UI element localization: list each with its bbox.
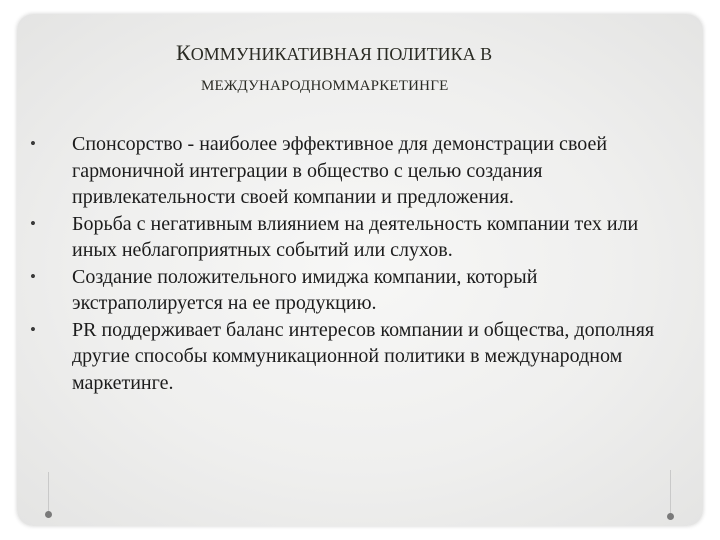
bullet-icon: • [30,266,36,286]
title-line1-rest: ОММУНИКАТИВНАЯ ПОЛИТИКА В [190,44,493,64]
bullet-item [28,264,688,317]
bullet-item [28,317,688,397]
bullet-icon: • [30,319,36,339]
left-decor-dot [45,511,52,518]
left-decor-line [48,472,49,512]
right-decor-line [670,470,671,514]
title-initial-cap: К [176,40,191,65]
slide-title-line2: МЕЖДУНАРОДНОММАРКЕТИНГЕ [201,78,449,94]
slide-title-line1 [176,40,492,66]
bullet-list [28,131,688,396]
bullet-text: PR поддерживает баланс интересов компании и общества, дополняя другие способы коммуникационной политики в международном маркетинге. [72,318,655,394]
bullet-item [28,131,688,211]
bullet-icon: • [30,213,36,233]
bullet-text: Создание положительного имиджа компании, который экстраполируется на ее продукцию. [72,265,538,314]
bullet-icon: • [30,134,36,153]
bullet-text: Борьба с негативным влиянием на деятельность компании тех или иных неблагоприятных событий или слухов. [72,212,639,261]
right-decor-dot [667,513,674,520]
bullet-text: Спонсорство - наиболее эффективное для демонстрации своей гармоничной интеграции в общество с целью создания привлекательности своей компании и предложения. [72,133,608,208]
bullet-item [28,211,688,264]
